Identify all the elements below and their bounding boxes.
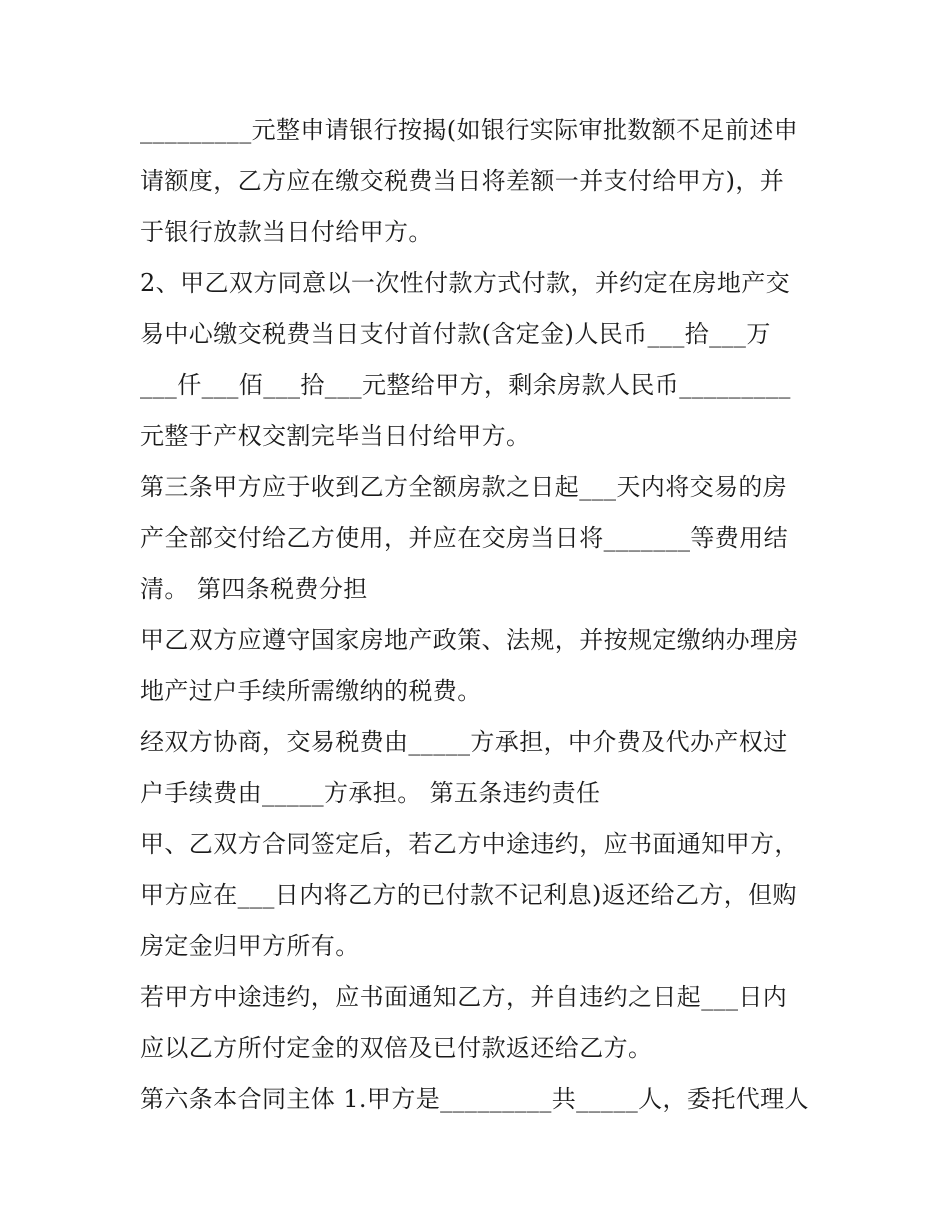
text-line: 第六条本合同主体 1.甲方是_________共_____人，委托代理人 — [140, 1085, 809, 1113]
text-line: 经双方协商，交易税费由_____方承担，中介费及代办产权过 — [140, 728, 788, 756]
text-line: 于银行放款当日付给甲方。 — [140, 218, 433, 246]
text-line: 元整于产权交割完毕当日付给甲方。 — [140, 422, 531, 450]
text-line: 易中心缴交税费当日支付首付款(含定金)人民币___拾___万 — [140, 320, 771, 348]
text-line: 第三条甲方应于收到乙方全额房款之日起___天内将交易的房 — [140, 473, 788, 501]
text-line: 应以乙方所付定金的双倍及已付款返还给乙方。 — [140, 1034, 653, 1062]
text-line: 户手续费由_____方承担。 第五条违约责任 — [140, 779, 601, 807]
text-line: 房定金归甲方所有。 — [140, 932, 360, 960]
text-line: 2、甲乙双方同意以一次性付款方式付款，并约定在房地产交 — [140, 269, 791, 297]
text-line: 请额度，乙方应在缴交税费当日将差额一并支付给甲方)，并 — [140, 167, 785, 195]
text-line: 产全部交付给乙方使用，并应在交房当日将_______等费用结 — [140, 524, 788, 552]
text-line: ___仟___佰___拾___元整给甲方，剩余房款人民币_________ — [140, 371, 791, 399]
text-line: 甲乙双方应遵守国家房地产政策、法规，并按规定缴纳办理房 — [140, 626, 799, 654]
text-line: 甲方应在___日内将乙方的已付款不记利息)返还给乙方，但购 — [140, 881, 797, 909]
text-line: _________元整申请银行按揭(如银行实际审批数额不足前述申 — [140, 116, 799, 144]
text-line: 地产过户手续所需缴纳的税费。 — [140, 677, 482, 705]
text-line: 若甲方中途违约，应书面通知乙方，并自违约之日起___日内 — [140, 983, 788, 1011]
text-line: 甲、乙双方合同签定后，若乙方中途违约，应书面通知甲方， — [140, 830, 799, 858]
text-line: 清。 第四条税费分担 — [140, 575, 368, 603]
